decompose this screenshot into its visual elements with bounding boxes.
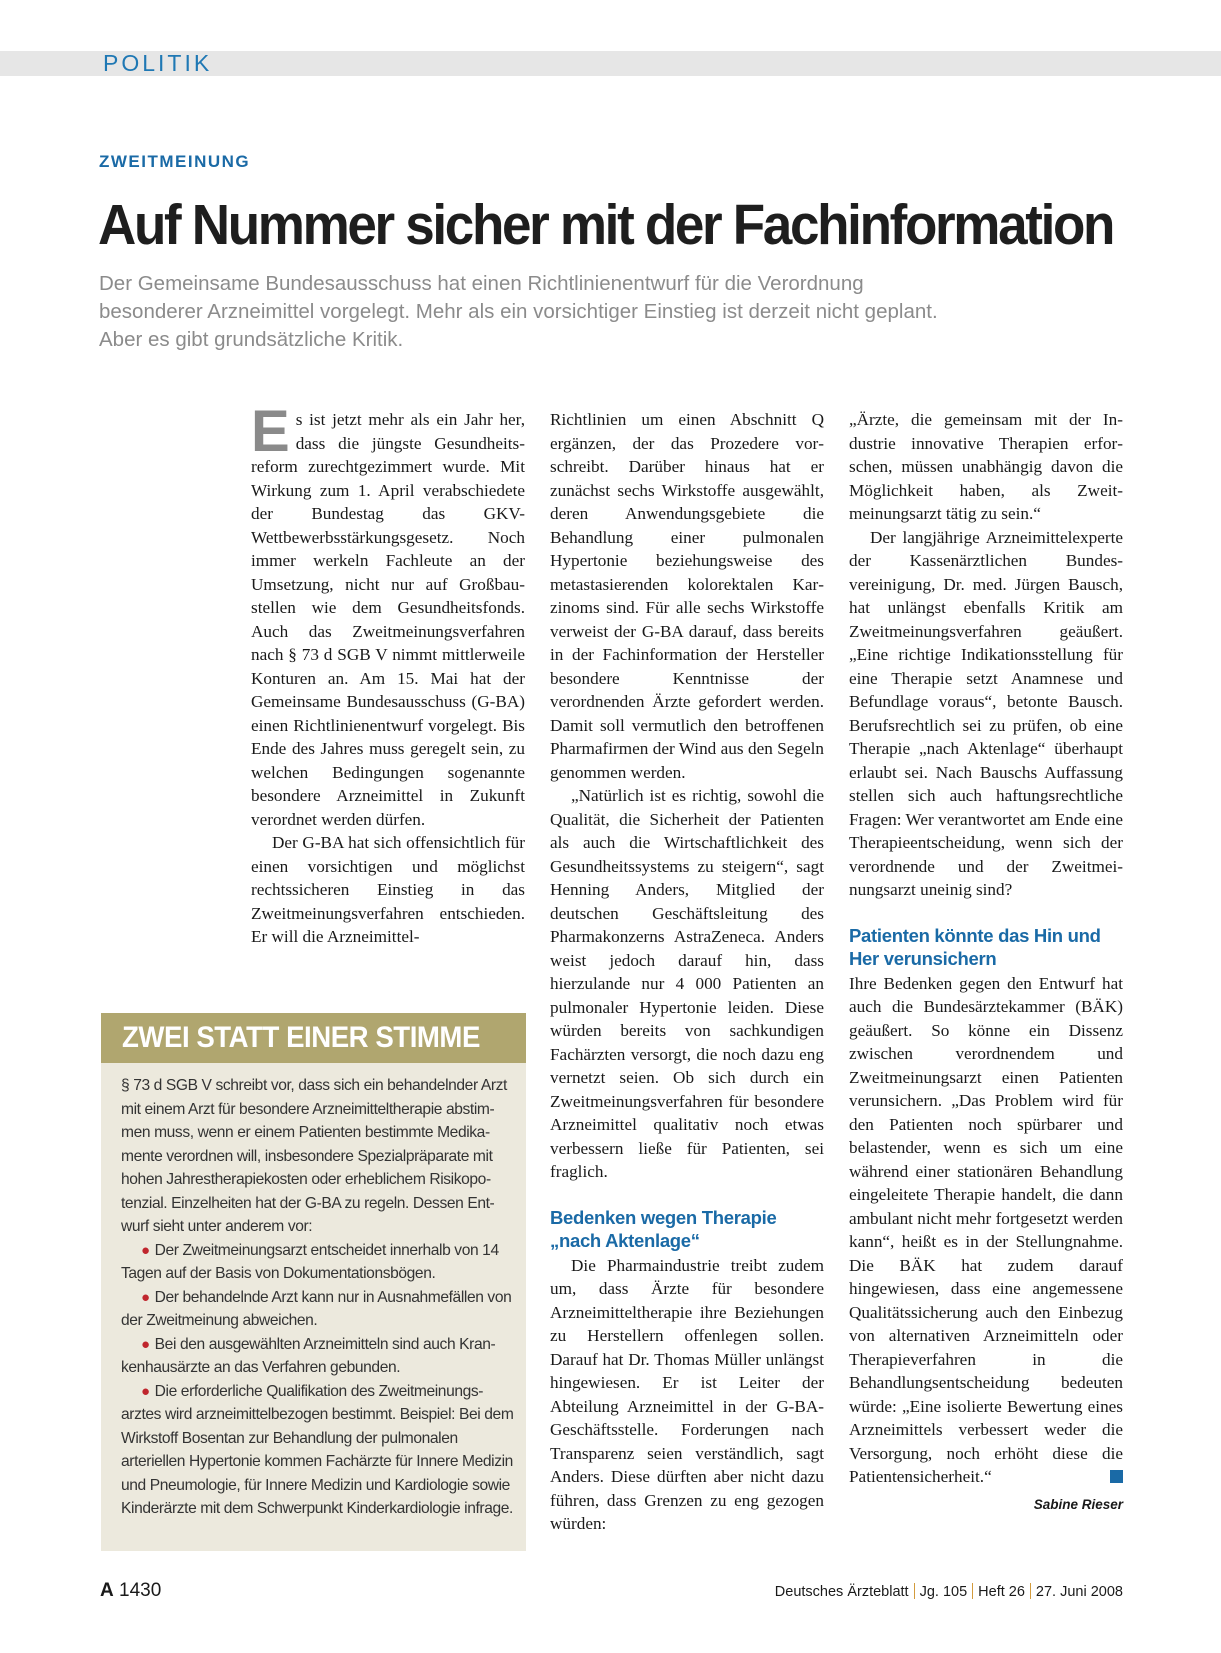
page-number (100, 1580, 161, 1602)
journal-date: 27. Juni 2008 (1035, 1584, 1123, 1600)
body-column-2 (550, 408, 824, 1536)
list-item (121, 1239, 515, 1286)
list-item-text: Der Zweitmeinungsarzt entscheidet innerhalb von 14 Tagen auf der Basis von Dokumentationsbögen. (121, 1241, 499, 1282)
list-item-text: Die erforderliche Qualifikation des Zweitmeinungsarztes wird arzneimittelbezogen bestimmt. Beispiel: Bei dem Wirkstoff Bosentan zur Behandlung der pulmonalen arteriellen Hypertonie kommen Fachärzte für Innere Medizin und Pneumologie, für Innere Medizin und Kardiologie sowie Kinderärzte mit dem Schwerpunkt Kinderkardiologie infrage. (121, 1382, 514, 1517)
end-mark-icon (1110, 1470, 1123, 1483)
drop-cap: E (251, 399, 290, 464)
info-box-intro: § 73 d SGB V schreibt vor, dass sich ein behandelnder Arzt mit einem Arzt für besondere Arzneimitteltherapie abstimmen muss, wenn er einem Patienten bestimmte Medikamente verordnen will, insbesondere Spezialpräparate mit hohen Jahrestherapiekosten oder erheblichem Risikopotenzial. Einzelheiten hat der G-BA zu regeln. Dessen Entwurf sieht unter anderem vor: (121, 1077, 507, 1235)
standfirst-line: Der Gemeinsame Bundesausschuss hat einen Richtlinienentwurf für die Verordnung (99, 272, 864, 295)
paragraph: Richtlinien um einen Abschnitt Q ergänzen, der das Prozedere vorschreibt. Darüber hinaus hat er zunächst sechs Wirkstoffe ausgewählt, deren Anwendungsgebiete die Behandlung einer pulmonalen Hypertonie beziehungsweise des metastasierenden kolorektalen Karzinoms sind. Für alle sechs Wirkstoffe verweist der G-BA darauf, dass bereits in der Fachinformation der Hersteller besondere Kenntnisse der verordnenden Ärzte gefordert werden. Damit soll vermutlich den betroffenen Pharmafirmen der Wind aus den Segeln genommen werden. (550, 410, 824, 782)
paragraph-text: Ihre Bedenken gegen den Entwurf hat auch die Bundesärztekammer (BÄK) geäußert. So könne ein Dissenz zwischen verordnendem und Zweitmeinungsarzt einen Patienten verunsichern. „Das Problem wird für den Patienten noch spürbarer und belastender, wenn es sich um eine während einer stationären Behandlung eingeleitete Therapie handelt, die dann ambulant nicht mehr fortgesetzt werden kann“, heißt es in der Stellungnahme. Die BÄK hat zudem darauf hingewiesen, dass eine angemessene Qualitätssicherung auch den Einbezug von alternativen Arzneimitteln oder Therapieverfahren in die Behandlungsentscheidung bedeuten würde: „Eine isolierte Bewertung eines Arzneimittels verbessert weder die Versorgung, noch erhöht diese die Patientensicherheit.“ (849, 973, 1123, 1486)
paragraph: Der langjährige Arzneimittelexperte der Kassenärztlichen Bundesvereinigung, Dr. med. Jürgen Bausch, hat unlängst ebenfalls Kritik am Zweitmeinungsverfahren geäußert. „Eine richtige Indikationsstellung für eine Therapie setzt Anamnese und Befundlage voraus“, betonte Bausch. Berufsrechtlich sei zu prüfen, ob eine Therapie „nach Aktenlage“ überhaupt erlaubt sei. Nach Bauschs Auffassung stellen sich auch haftungsrechtliche Fragen: Wer verantwortet am Ende eine Therapieentscheidung, wenn sich der verordnende und der Zweitmeinungsarzt uneinig sind? (849, 527, 1123, 899)
paragraph: „Natürlich ist es richtig, sowohl die Qualität, die Sicherheit der Patienten als auch die Wirtschaftlichkeit des Gesundheitssystems zu steigern“, sagt Henning Anders, Mitglied der deutschen Geschäftsleitung des Pharmakonzerns AstraZeneca. Anders weist jedoch darauf hin, dass hierzulande nur 4 000 Patienten an pulmonaler Hypertonie leiden. Diese würden bereits von sachkundigen Fachärzten versorgt, die noch dazu eng vernetzt seien. Ob sich durch ein Zweitmeinungsverfahren für besondere Arzneimittel qualitativ noch etwas verbessern ließe für Patienten, sei fraglich. (550, 786, 824, 1181)
footer-separator (1030, 1583, 1031, 1599)
paragraph: „Ärzte, die gemeinsam mit der Industrie innovative Therapien erforschen, müssen unabhängig davon die Möglichkeit haben, als Zweitmeinungsarzt tätig zu sein.“ (849, 410, 1123, 523)
list-item (121, 1380, 515, 1521)
journal-footer (775, 1583, 1123, 1600)
paragraph (251, 399, 525, 831)
article-kicker: ZWEITMEINUNG (99, 152, 251, 171)
footer-separator (914, 1583, 915, 1599)
author-name: Sabine Rieser (1033, 1496, 1123, 1512)
paragraph: Der G-BA hat sich offensichtlich für einen vorsichtigen und möglichst rechtssicheren Einstieg in das Zweitmeinungsverfahren entschieden. Er will die Arzneimittel- (251, 833, 525, 946)
page-prefix: A (100, 1580, 114, 1601)
list-item (121, 1333, 515, 1380)
bullet-icon: ● (141, 1288, 150, 1306)
article-title: Auf Nummer sicher mit der Fachinformation (98, 193, 1114, 257)
info-box-body (121, 1074, 515, 1521)
subheading: Patienten könnte das Hin und Her verunsichern (849, 924, 1101, 969)
bullet-icon: ● (141, 1382, 150, 1400)
footer-separator (972, 1583, 973, 1599)
list-item-text: Der behandelnde Arzt kann nur in Ausnahmefällen von der Zweitmeinung abweichen. (121, 1288, 512, 1329)
paragraph: Die Pharmaindustrie treibt zudem um, dass Ärzte für besondere Arzneimitteltherapie ihre Beziehungen zu Herstellern offenlegen sollen. Darauf hat Dr. Thomas Müller unlängst hingewiesen. Er ist Leiter der Abteilung Arzneimittel in der G-BA-Geschäftsstelle. Forderungen nach Transparenz seien verständlich, sagt Anders. Diese dürften aber nicht dazu führen, dass Grenzen zu eng gezogen würden: (550, 1255, 824, 1533)
list-item-text: Bei den ausgewählten Arzneimitteln sind auch Krankenhausärzte an das Verfahren gebunden. (121, 1335, 496, 1376)
list-item (121, 1286, 515, 1333)
body-column-3 (849, 408, 1123, 1516)
section-label: POLITIK (103, 50, 213, 76)
info-box-title: ZWEI STATT EINER STIMME (122, 1021, 480, 1054)
page-number-value: 1430 (119, 1580, 162, 1601)
article-standfirst (99, 270, 1099, 354)
standfirst-line: besonderer Arzneimittel vorgelegt. Mehr als ein vorsichtiger Einstieg ist derzeit nicht geplant. (99, 300, 938, 323)
journal-name: Deutsches Ärzteblatt (774, 1584, 909, 1600)
body-column-1 (251, 399, 525, 949)
journal-volume: Jg. 105 (919, 1584, 968, 1600)
paragraph (849, 972, 1123, 1489)
bullet-icon: ● (141, 1335, 150, 1353)
paragraph-text: s ist jetzt mehr als ein Jahr her, dass die jüngste Gesundheitsreform zurechtgezimmert wurde. Mit Wirkung zum 1. April verabschiedete der Bundestag das GKV-Wettbewerbsstärkungsgesetz. Noch immer werkeln Fachleute an der Umsetzung, nicht nur auf Großbaustellen wie dem Gesundheitsfonds. Auch das Zweitmeinungsverfahren nach § 73 d SGB V nimmt mittlerweile Konturen an. Am 15. Mai hat der Gemeinsame Bundesausschuss (G-BA) einen Richtlinienentwurf vorgelegt. Bis Ende des Jahres muss geregelt sein, zu welchen Bedingungen sogenannte besondere Arzneimittel in Zukunft verordnet werden dürfen. (251, 410, 525, 829)
journal-issue: Heft 26 (978, 1584, 1025, 1600)
bullet-icon: ● (141, 1241, 150, 1259)
subheading: Bedenken wegen Therapie „nach Aktenlage“ (550, 1206, 777, 1251)
standfirst-line: Aber es gibt grundsätzliche Kritik. (99, 328, 404, 351)
